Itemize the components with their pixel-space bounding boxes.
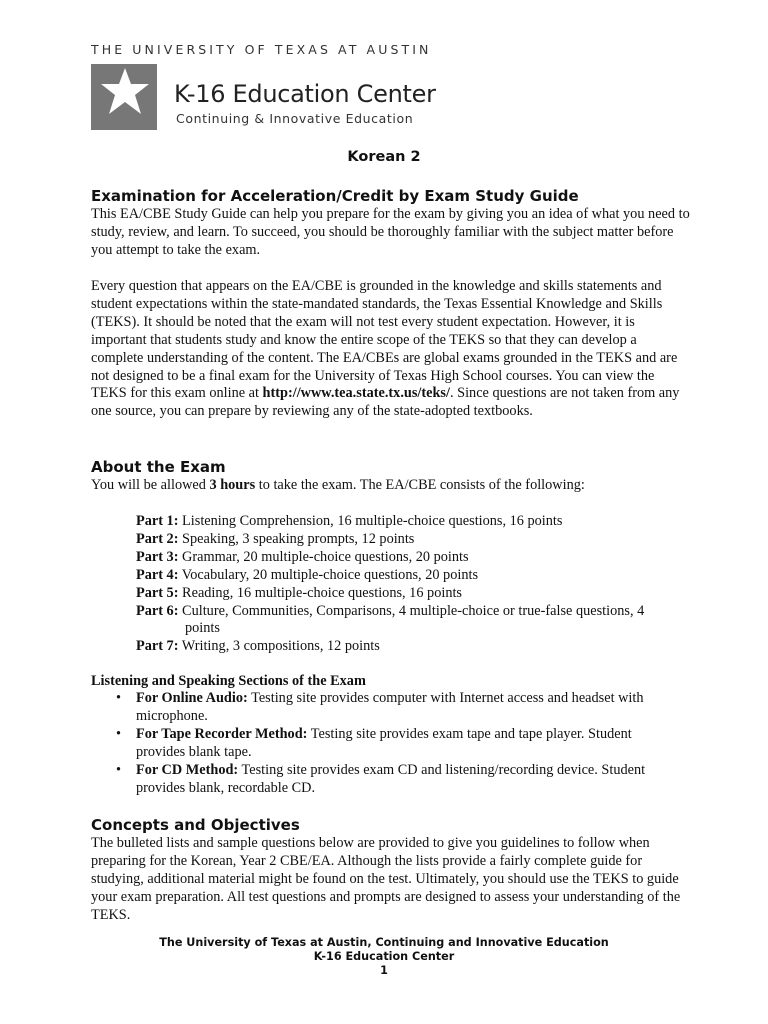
list-item <box>136 603 681 639</box>
exam-intro-text: You will be allowed <box>91 477 210 493</box>
part-text: Listening Comprehension, 16 multiple-choice questions, 16 points <box>178 513 563 529</box>
method-label: For Online Audio: <box>136 690 248 706</box>
part-text: Writing, 3 compositions, 12 points <box>178 638 380 655</box>
listening-methods-list <box>116 690 681 797</box>
section-heading-study-guide: Examination for Acceleration/Credit by Exam Study Guide <box>91 187 579 205</box>
part-text: Culture, Communities, Comparisons, 4 multiple-choice or true-false questions, 4 <box>178 602 645 619</box>
intro-paragraph: This EA/CBE Study Guide can help you prepare for the exam by giving you an idea of what you need to study, review, and learn. To succeed, you should be thoroughly familiar with the subject matter before you attempt to take the exam. <box>91 206 690 258</box>
list-item <box>116 726 681 762</box>
method-text: Testing site provides exam CD and listening/recording device. Student provides blank, recordable CD. <box>136 761 646 796</box>
teks-text-before: Every question that appears on the EA/CBE is grounded in the knowledge and skills statements and student expectations within the state-mandated standards, the Texas Essential Knowledge and Skills (TEKS). It should be noted that the exam will not test every student expectation. However, it is important that students study and know the entire scope of the TEKS so that they can develop a complete understanding of the content. The EA/CBEs are global exams grounded in the TEKS and are not designed to be a final exam for the University of Texas High School courses. You can view the TEKS for this exam online at <box>91 278 678 402</box>
list-item <box>136 513 681 531</box>
star-icon <box>91 64 157 130</box>
list-item <box>116 690 681 726</box>
part-label: Part 2: <box>136 530 179 547</box>
part-label: Part 1: <box>136 513 179 529</box>
page-title: Korean 2 <box>347 149 421 165</box>
bullet-icon: • <box>116 725 122 742</box>
list-item <box>116 762 681 798</box>
method-label: For Tape Recorder Method: <box>136 725 308 742</box>
part-label: Part 3: <box>136 548 179 565</box>
bullet-icon: • <box>116 761 122 778</box>
list-item <box>136 585 681 603</box>
list-item <box>136 549 681 567</box>
part-text-continued: points <box>185 620 220 637</box>
part-text: Speaking, 3 speaking prompts, 12 points <box>178 530 415 547</box>
university-name: THE UNIVERSITY OF TEXAS AT AUSTIN <box>91 42 432 57</box>
bullet-icon: • <box>116 690 122 706</box>
center-subtitle: Continuing & Innovative Education <box>176 111 414 126</box>
teks-text-after: . Since questions are not taken from any one source, you can prepare by reviewing any of the state-adopted textbooks. <box>91 385 680 420</box>
list-item <box>136 567 681 585</box>
part-label: Part 7: <box>136 638 179 655</box>
center-name: K-16 Education Center <box>174 80 436 108</box>
section-heading-concepts: Concepts and Objectives <box>91 816 300 834</box>
exam-intro <box>91 477 691 495</box>
part-label: Part 5: <box>136 584 179 601</box>
teks-link[interactable]: http://www.tea.state.tx.us/teks/ <box>262 385 450 402</box>
exam-duration: 3 hours <box>209 477 256 493</box>
list-item <box>136 531 681 549</box>
method-label: For CD Method: <box>136 761 239 778</box>
footer-line-1: The University of Texas at Austin, Continuing and Innovative Education <box>159 936 609 949</box>
part-text: Vocabulary, 20 multiple-choice questions, 20 points <box>178 566 479 583</box>
footer-line-2: K-16 Education Center <box>313 950 455 963</box>
list-item <box>136 638 681 656</box>
part-label: Part 6: <box>136 602 179 619</box>
footer <box>0 936 768 978</box>
teks-paragraph <box>91 278 691 421</box>
part-label: Part 4: <box>136 566 179 583</box>
part-text: Grammar, 20 multiple-choice questions, 20 points <box>178 548 469 565</box>
exam-parts-list <box>136 513 681 656</box>
method-text: Testing site provides exam tape and tape player. Student provides blank tape. <box>136 725 632 760</box>
listening-speaking-heading: Listening and Speaking Sections of the Exam <box>91 673 366 689</box>
part-text: Reading, 16 multiple-choice questions, 16 points <box>178 584 462 601</box>
section-heading-about-exam: About the Exam <box>91 458 226 476</box>
page-number: 1 <box>380 964 388 977</box>
concepts-paragraph: The bulleted lists and sample questions below are provided to give you guidelines to follow when preparing for the Korean, Year 2 CBE/EA. Although the lists provide a fairly complete guide for studying, additional material might be found on the test. Ultimately, you should use the TEKS to guide your exam preparation. All test questions and prompts are designed to assess your understanding of the TEKS. <box>91 835 681 923</box>
exam-intro-text-end: to take the exam. The EA/CBE consists of the following: <box>255 477 585 493</box>
method-text: Testing site provides computer with Internet access and headset with microphone. <box>136 690 644 724</box>
